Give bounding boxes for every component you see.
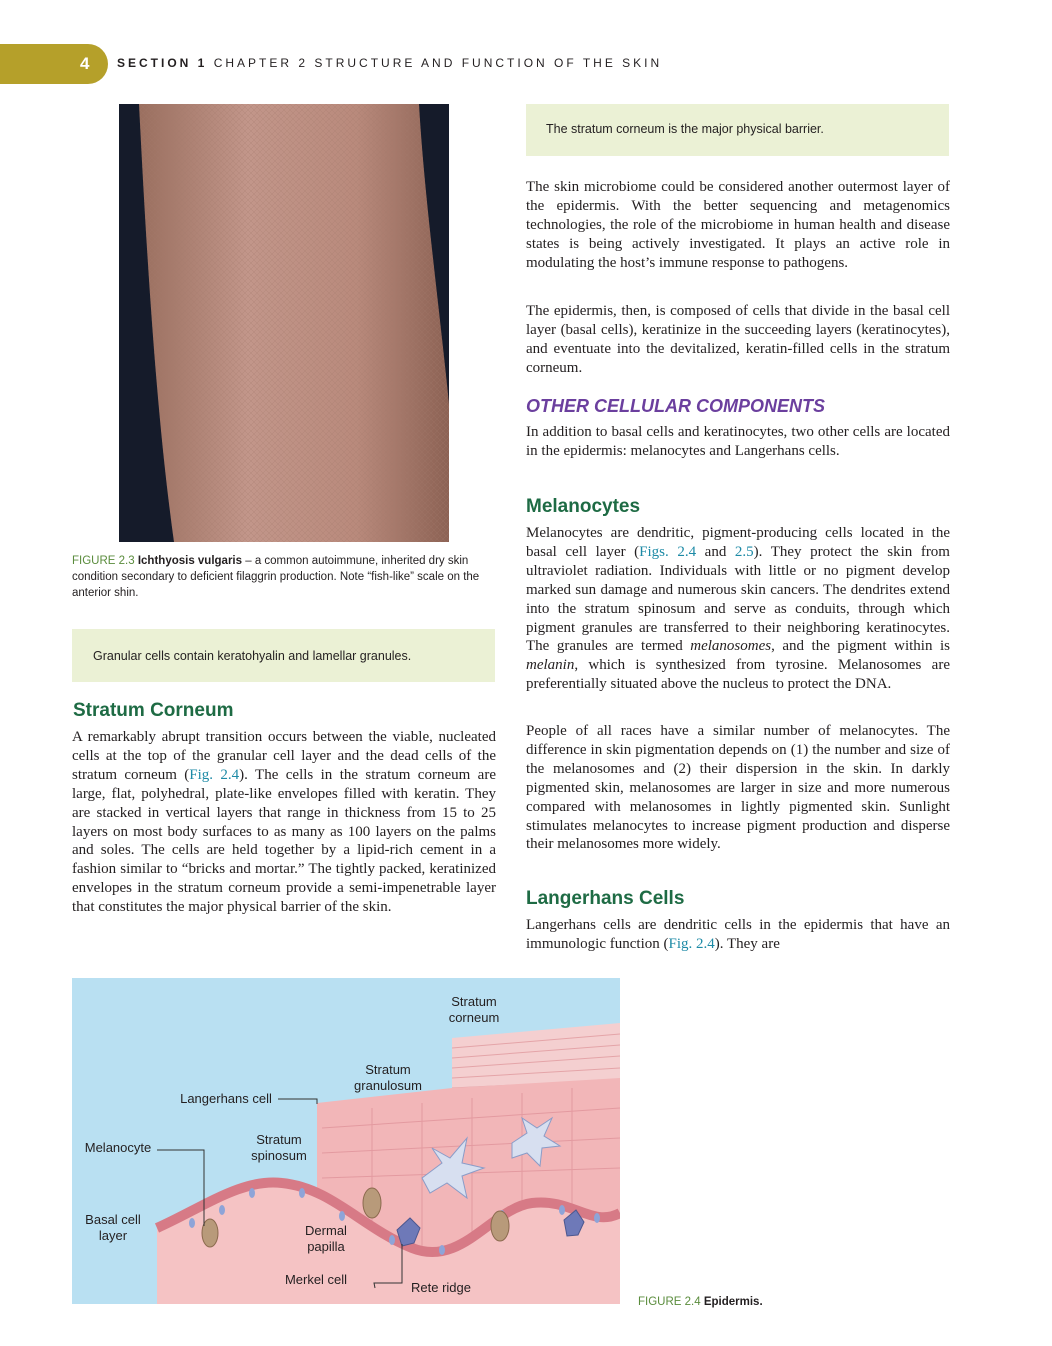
label-stratum-spinosum: Stratum spinosum [251, 1132, 307, 1163]
text-run: , and the pigment within is [771, 638, 951, 655]
fig-2-4-link[interactable]: Fig. 2.4 [189, 766, 240, 783]
figs-2-4-link[interactable]: Figs. 2.4 [639, 543, 697, 560]
melanocytes-heading: Melanocytes [526, 496, 641, 517]
note-granular [72, 629, 495, 682]
label-merkel-cell: Merkel cell [284, 1272, 348, 1287]
note-corneum-text: The stratum corneum is the major physical barrier. [546, 122, 824, 136]
figure-2-4-title: Epidermis. [703, 1296, 763, 1308]
text-run: ). They are [714, 935, 780, 952]
other-components-paragraph: In addition to basal cells and keratinocytes, two other cells are located in the epidermis: melanocytes and Langerhans cells. [526, 424, 950, 459]
page-number: 4 [80, 54, 90, 73]
term-melanosomes: melanosomes [690, 638, 772, 655]
text-run: ). The cells in the stratum corneum are large, flat, polyhedral, plate-like envelopes filled with keratin. They are stacked in vertical layers that range in thickness from 15 to 25 layers on most body surfaces to as many as 100 layers on the palms and soles. The cells are held together by a lipid-rich cement in a fashion similar to “bricks and mortar.” The tightly packed, keratinized envelopes in the stratum corneum provide a semi-impenetrable layer that constitutes the major physical barrier of the skin. [72, 766, 496, 916]
figure-2-4-diagram [72, 978, 620, 1304]
text-run: , which is synthesized from tyrosine. Melanosomes are preferentially situated above the nucleus to protect the DNA. [526, 657, 950, 693]
label-stratum-corneum: Stratum corneum [448, 994, 500, 1025]
figure-2-3-photo [119, 104, 449, 542]
note-corneum [526, 104, 949, 156]
label-stratum-granulosum: Stratum granulosum [354, 1062, 422, 1093]
other-components-heading: OTHER CELLULAR COMPONENTS [526, 396, 825, 416]
stratum-corneum-heading: Stratum Corneum [73, 700, 234, 721]
microbiome-paragraph: The skin microbiome could be considered another outermost layer of the epidermis. With the better sequencing and metagenomics technologies, the role of the microbiome in human health and disease states is being actively investigated. It plays an active role in modulating the host’s immune response to pathogens. [526, 179, 950, 271]
fig-2-4-link[interactable]: Fig. 2.4 [668, 935, 715, 952]
shin-skin-image [119, 104, 449, 542]
figure-2-3-title: Ichthyosis vulgaris [137, 555, 243, 567]
label-dermal-papilla: Dermal papilla [305, 1223, 347, 1254]
figure-2-3-text: – a common autoimmune, inherited dry skin condition secondary to deficient filaggrin production. Note “fish-like” scale on the anterior shin. [72, 555, 480, 599]
label-langerhans-cell: Langerhans cell [180, 1091, 272, 1106]
figure-2-4-label: FIGURE 2.4 [638, 1296, 701, 1308]
running-header [117, 56, 662, 70]
langerhans-heading: Langerhans Cells [526, 888, 685, 909]
stratum-corneum-paragraph [72, 728, 496, 917]
label-melanocyte: Melanocyte [84, 1140, 152, 1155]
text-run: ). They protect the skin from ultraviolet radiation. Individuals with little or no pigment develop marked sun damage and numerous skin cancers. The dendrites extend into the stratum spinosum and serve as conduits, through which pigment granules are transferred to their neighboring keratinocytes. The granules are termed [526, 543, 950, 655]
text-run: Melanocytes are dendritic, pigment-producing cells located in the basal cell layer ( [526, 525, 950, 560]
header-section: SECTION 1 [117, 56, 208, 70]
label-rete-ridge: Rete ridge [411, 1280, 471, 1295]
text-run: Langerhans cells are dendritic cells in the epidermis that have an immunologic function ( [526, 917, 950, 952]
text-run: and [696, 543, 735, 560]
header-chapter: CHAPTER 2 STRUCTURE AND FUNCTION OF THE SKIN [213, 56, 663, 70]
term-melanin: melanin [526, 657, 575, 674]
label-basal-cell-layer: Basal cell layer [85, 1212, 141, 1243]
langerhans-paragraph [526, 916, 950, 954]
fig-2-5-link[interactable]: 2.5 [734, 543, 754, 560]
note-granular-text: Granular cells contain keratohyalin and lamellar granules. [93, 649, 412, 663]
page-number-tab [0, 44, 108, 84]
melanocytes-paragraph-2: People of all races have a similar number of melanocytes. The difference in skin pigmentation depends on (1) the number and size of the melanosomes and (2) their dispersion in the skin. In darkly pigmented skin, melanosomes are larger in size and more numerous compared with melanosomes in lightly pigmented skin. Sunlight stimulates melanocytes to increase pigment production and disperse their melanosomes more widely. [526, 723, 950, 853]
figure-2-3-label: FIGURE 2.3 [72, 555, 135, 567]
melanocytes-paragraph-1 [526, 524, 950, 694]
figure-2-4-caption [638, 1294, 938, 1310]
figure-2-3-caption [72, 553, 496, 601]
epidermis-paragraph: The epidermis, then, is composed of cells that divide in the basal cell layer (basal cells), keratinize in the succeeding layers (keratinocytes), and eventuate into the devitalized, keratin-filled cells in the stratum corneum. [526, 303, 950, 376]
text-run: A remarkably abrupt transition occurs between the viable, nucleated cells at the top of the granular cell layer and the dead cells of the stratum corneum ( [72, 729, 496, 783]
